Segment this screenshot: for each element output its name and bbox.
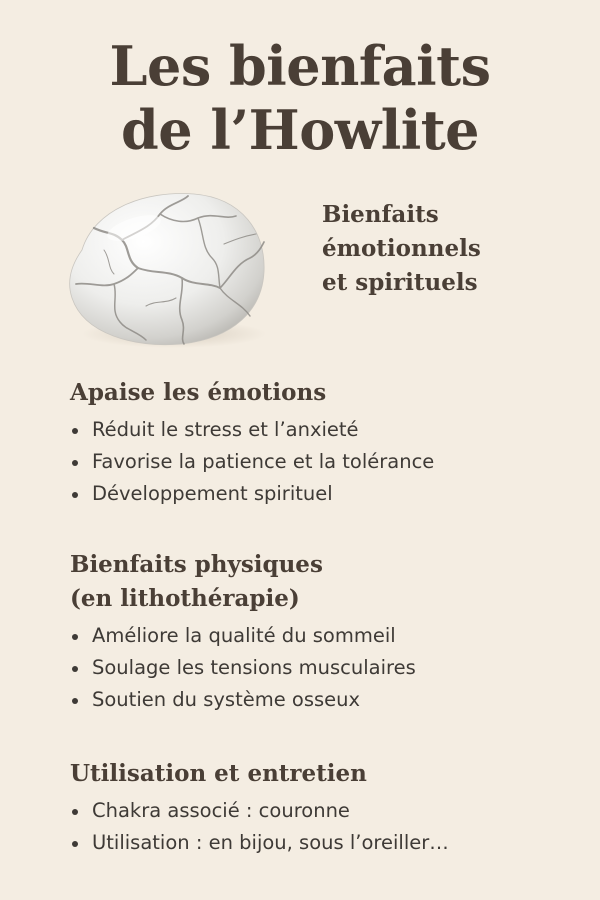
title-line-2: de l’Howlite [120,98,480,162]
bullet-list [70,620,580,716]
section-heading-line: Apaise les émotions [70,379,327,406]
section-heading [70,548,580,616]
page-title [0,34,600,162]
list-item: Chakra associé : couronne [70,795,580,827]
section-heading [70,376,580,410]
list-item: Soulage les tensions musculaires [70,652,580,684]
list-item: Améliore la qualité du sommeil [70,620,580,652]
bullet-list [70,795,580,859]
section-calms-emotions [70,376,580,510]
list-item: Développement spirituel [70,478,580,510]
list-item: Réduit le stress et l’anxieté [70,414,580,446]
side-heading-line-2: émotionnels [322,235,481,262]
list-item: Utilisation : en bijou, sous l’oreiller… [70,827,580,859]
section-physical-benefits [70,548,580,716]
section-heading-line: Bienfaits physiques [70,551,323,578]
title-line-1: Les bienfaits [109,34,491,98]
section-usage-care [70,757,580,859]
list-item: Favorise la patience et la tolérance [70,446,580,478]
side-heading-line-3: et spirituels [322,269,478,296]
bullet-list [70,414,580,510]
section-heading-line: Utilisation et entretien [70,760,367,787]
side-heading-emotional-spiritual [322,198,572,300]
howlite-stone-image [64,188,270,350]
section-heading-line: (en lithothérapie) [70,585,300,612]
side-heading-line-1: Bienfaits [322,201,439,228]
section-heading [70,757,580,791]
list-item: Soutien du système osseux [70,684,580,716]
